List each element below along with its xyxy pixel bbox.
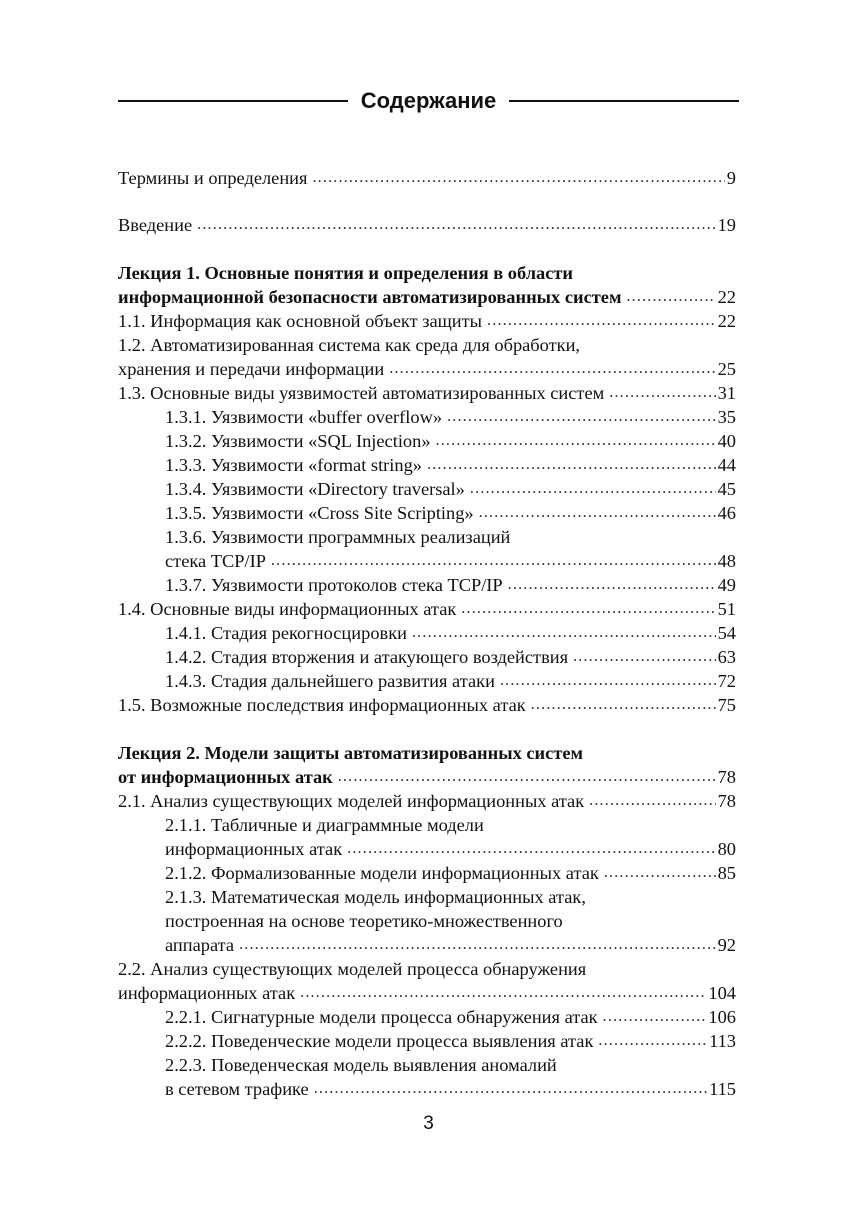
toc-page-number: 45 xyxy=(717,479,736,499)
leader-dots xyxy=(500,669,716,693)
toc-entry-text: в сетевом трафике xyxy=(165,1079,309,1099)
toc-subsection-2-2-1[interactable] xyxy=(165,1005,736,1029)
toc-page-number: 19 xyxy=(717,215,736,235)
toc-entry-text: построенная на основе теоретико-множественного xyxy=(165,911,563,931)
toc-page-number: 25 xyxy=(717,359,736,379)
toc-entry-text: 1.1. Информация как основной объект защиты xyxy=(118,311,483,331)
toc-lecture-1-title[interactable] xyxy=(118,261,736,285)
toc-entry-terms[interactable] xyxy=(118,166,736,190)
leader-dots xyxy=(347,837,715,861)
toc-page-number: 75 xyxy=(717,695,736,715)
page-number: 3 xyxy=(423,1113,434,1134)
toc-entry-text: Лекция 2. Модели защиты автоматизированных систем xyxy=(118,743,584,763)
toc-entry-text: информационных атак xyxy=(165,839,343,859)
leader-dots xyxy=(487,309,716,333)
toc-page-number: 63 xyxy=(717,647,736,667)
toc-page-number: 72 xyxy=(717,671,736,691)
toc-section-1-5[interactable] xyxy=(118,693,736,717)
toc-entry-text: 2.1. Анализ существующих моделей информационных атак xyxy=(118,791,585,811)
toc-subsection-1-3-1[interactable] xyxy=(165,405,736,429)
toc-entry-text: информационных атак xyxy=(118,983,296,1003)
toc-entry-text: 2.2.1. Сигнатурные модели процесса обнаружения атак xyxy=(165,1007,598,1027)
header-rule-left xyxy=(118,100,348,102)
leader-dots xyxy=(389,357,715,381)
toc-subsection-1-3-3[interactable] xyxy=(165,453,736,477)
toc-page-number: 51 xyxy=(717,599,736,619)
toc-subsection-1-3-6-cont[interactable] xyxy=(165,549,736,573)
toc-entry-text: от информационных атак xyxy=(118,767,333,787)
toc-subsection-2-1-3[interactable] xyxy=(165,885,736,909)
toc-page-number: 22 xyxy=(717,287,736,307)
toc-entry-text: 2.2.3. Поведенческая модель выявления аномалий xyxy=(165,1055,557,1075)
leader-dots xyxy=(427,453,716,477)
toc-entry-text: стека TCP/IP xyxy=(165,551,266,571)
toc-entry-text: 1.3.3. Уязвимости «format string» xyxy=(165,455,423,475)
toc-entry-text: 1.4.1. Стадия рекогносцировки xyxy=(165,623,407,643)
toc-entry-text: Введение xyxy=(118,215,193,235)
toc-entry-text: 1.3.7. Уязвимости протоколов стека TCP/IP xyxy=(165,575,503,595)
toc-page-number: 35 xyxy=(717,407,736,427)
leader-dots xyxy=(239,933,716,957)
leader-dots xyxy=(436,429,716,453)
toc-subsection-1-3-2[interactable] xyxy=(165,429,736,453)
toc-subsection-2-1-3-cont[interactable] xyxy=(165,909,736,933)
toc-page-number: 115 xyxy=(709,1079,736,1099)
toc-section-2-2[interactable] xyxy=(118,957,736,981)
toc-subsection-2-1-1[interactable] xyxy=(165,813,736,837)
toc-page-number: 48 xyxy=(717,551,736,571)
toc-entry-text: 1.4.3. Стадия дальнейшего развития атаки xyxy=(165,671,495,691)
toc-subsection-2-1-2[interactable] xyxy=(165,861,736,885)
toc-entry-text: 2.1.1. Табличные и диаграммные модели xyxy=(165,815,484,835)
leader-dots xyxy=(626,285,715,309)
toc-subsection-1-4-3[interactable] xyxy=(165,669,736,693)
toc-subsection-1-3-7[interactable] xyxy=(165,573,736,597)
toc-page-number: 22 xyxy=(717,311,736,331)
toc-page-number: 44 xyxy=(717,455,736,475)
toc-page-number: 104 xyxy=(708,983,736,1003)
toc-page-number: 106 xyxy=(708,1007,736,1027)
leader-dots xyxy=(508,573,716,597)
toc-entry-text: 1.3.5. Уязвимости «Cross Site Scripting» xyxy=(165,503,474,523)
toc-subsection-2-1-3-cont2[interactable] xyxy=(165,933,736,957)
toc-section-1-4[interactable] xyxy=(118,597,736,621)
leader-dots xyxy=(609,381,715,405)
toc-subsection-2-2-2[interactable] xyxy=(165,1029,736,1053)
header-rule-right xyxy=(509,100,739,102)
toc-entry-text: 2.2.2. Поведенческие модели процесса выявления атак xyxy=(165,1031,594,1051)
toc-lecture-2-title[interactable] xyxy=(118,741,736,765)
toc-subsection-2-1-1-cont[interactable] xyxy=(165,837,736,861)
leader-dots xyxy=(479,501,716,525)
toc-section-1-3[interactable] xyxy=(118,381,736,405)
toc-entry-text: 1.3. Основные виды уязвимостей автоматизированных систем xyxy=(118,383,605,403)
toc-subsection-2-2-3-cont[interactable] xyxy=(165,1077,736,1101)
toc-page-number: 46 xyxy=(717,503,736,523)
toc-subsection-1-4-2[interactable] xyxy=(165,645,736,669)
toc-section-2-1[interactable] xyxy=(118,789,736,813)
toc-page-number: 49 xyxy=(717,575,736,595)
toc-page-number: 85 xyxy=(717,863,736,883)
leader-dots xyxy=(314,1077,707,1101)
toc-page-number: 40 xyxy=(717,431,736,451)
toc-page-number: 92 xyxy=(717,935,736,955)
toc-subsection-1-4-1[interactable] xyxy=(165,621,736,645)
toc-section-1-2-cont[interactable] xyxy=(118,357,736,381)
toc-entry-text: 1.5. Возможные последствия информационных атак xyxy=(118,695,526,715)
leader-dots xyxy=(573,645,716,669)
toc-page-number: 78 xyxy=(717,791,736,811)
toc-entry-text: 1.4.2. Стадия вторжения и атакующего воздействия xyxy=(165,647,569,667)
toc-entry-text: 1.3.1. Уязвимости «buffer overflow» xyxy=(165,407,443,427)
toc-subsection-1-3-5[interactable] xyxy=(165,501,736,525)
toc-entry-intro[interactable] xyxy=(118,213,736,237)
toc-page-number: 31 xyxy=(717,383,736,403)
leader-dots xyxy=(461,597,715,621)
toc-entry-text: аппарата xyxy=(165,935,235,955)
toc-page-number: 54 xyxy=(717,623,736,643)
leader-dots xyxy=(470,477,716,501)
leader-dots xyxy=(531,693,716,717)
toc-section-1-2[interactable] xyxy=(118,333,736,357)
toc-page-number: 80 xyxy=(717,839,736,859)
page-title: Содержание xyxy=(360,88,497,113)
leader-dots xyxy=(300,981,706,1005)
leader-dots xyxy=(271,549,716,573)
toc-lecture-2-title-cont[interactable] xyxy=(118,765,736,789)
toc-entry-text: хранения и передачи информации xyxy=(118,359,385,379)
toc-subsection-1-3-4[interactable] xyxy=(165,477,736,501)
toc-lecture-1-title-cont[interactable] xyxy=(118,285,736,309)
leader-dots xyxy=(603,1005,707,1029)
page-header xyxy=(118,84,739,118)
leader-dots xyxy=(312,166,724,190)
leader-dots xyxy=(197,213,715,237)
toc-section-2-2-cont[interactable] xyxy=(118,981,736,1005)
leader-dots xyxy=(604,861,716,885)
toc-entry-text: 1.2. Автоматизированная система как среда для обработки, xyxy=(118,335,581,355)
toc-subsection-2-2-3[interactable] xyxy=(165,1053,736,1077)
toc-page-number: 78 xyxy=(717,767,736,787)
toc-entry-text: информационной безопасности автоматизированных систем xyxy=(118,287,622,307)
toc-entry-text: 1.3.6. Уязвимости программных реализаций xyxy=(165,527,511,547)
toc-entry-text: 2.2. Анализ существующих моделей процесса обнаружения xyxy=(118,959,587,979)
toc-entry-text: 1.4. Основные виды информационных атак xyxy=(118,599,457,619)
toc-entry-text: Термины и определения xyxy=(118,168,308,188)
toc-entry-text: 1.3.4. Уязвимости «Directory traversal» xyxy=(165,479,465,499)
toc-entry-text: Лекция 1. Основные понятия и определения в области xyxy=(118,263,574,283)
toc-page-number: 113 xyxy=(709,1031,736,1051)
leader-dots xyxy=(338,765,716,789)
leader-dots xyxy=(412,621,716,645)
toc-section-1-1[interactable] xyxy=(118,309,736,333)
toc-page-number: 9 xyxy=(726,168,736,188)
leader-dots xyxy=(589,789,715,813)
leader-dots xyxy=(447,405,716,429)
toc-entry-text: 1.3.2. Уязвимости «SQL Injection» xyxy=(165,431,431,451)
toc-entry-text: 2.1.3. Математическая модель информационных атак, xyxy=(165,887,586,907)
toc-subsection-1-3-6[interactable] xyxy=(165,525,736,549)
leader-dots xyxy=(598,1029,707,1053)
toc-entry-text: 2.1.2. Формализованные модели информационных атак xyxy=(165,863,599,883)
